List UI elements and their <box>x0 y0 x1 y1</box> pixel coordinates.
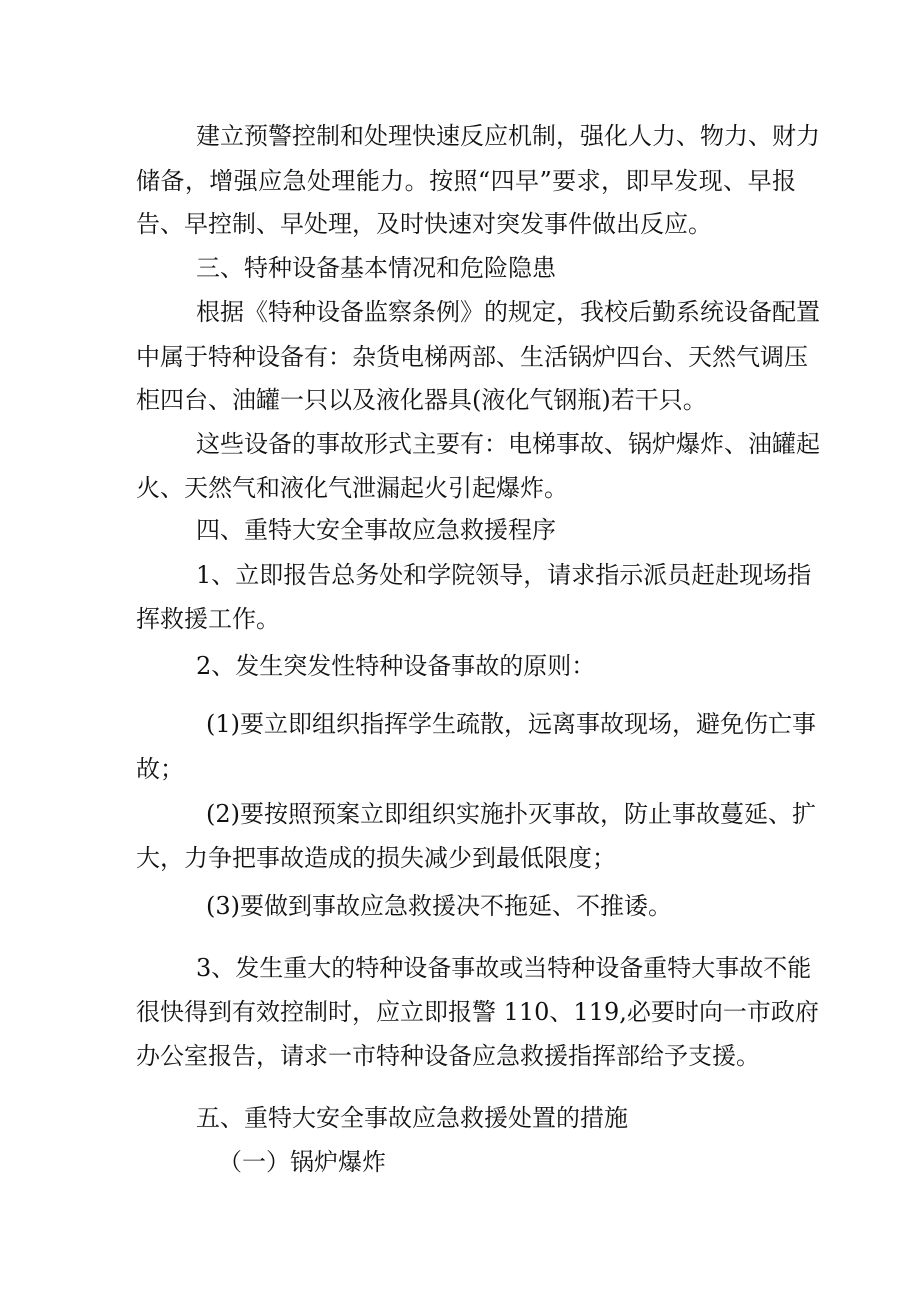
list-item-line: 办公室报告，请求一市特种设备应急救援指挥部给予支援。 <box>136 1042 760 1070</box>
paragraph-line: 储备，增强应急处理能力。按照“四早”要求，即早发现、早报 <box>136 167 796 195</box>
list-item-line: 挥救援工作。 <box>136 605 280 633</box>
section-heading: 三、特种设备基本情况和危险隐患 <box>196 254 556 282</box>
sub-item-line: (1)要立即组织指挥学生疏散，远离事故现场，避免伤亡事 <box>206 710 816 738</box>
paragraph-line: 中属于特种设备有：杂货电梯两部、生活锅炉四台、天然气调压 <box>136 343 808 371</box>
section-heading: 四、重特大安全事故应急救援程序 <box>196 516 556 544</box>
list-item-line: 2、发生突发性特种设备事故的原则： <box>196 652 596 680</box>
paragraph-line: 建立预警控制和处理快速反应机制，强化人力、物力、财力 <box>196 122 820 150</box>
paragraph-line: 火、天然气和液化气泄漏起火引起爆炸。 <box>136 474 568 502</box>
section-heading: 五、重特大安全事故应急救援处置的措施 <box>196 1104 628 1132</box>
sub-item-line: 大，力争把事故造成的损失减少到最低限度； <box>136 844 616 872</box>
paragraph-line: 柜四台、油罐一只以及液化器具(液化气钢瓶)若干只。 <box>136 386 707 414</box>
paragraph-line: 根据《特种设备监察条例》的规定，我校后勤系统设备配置 <box>196 298 820 326</box>
list-item-line: 3、发生重大的特种设备事故或当特种设备重特大事故不能 <box>196 954 812 982</box>
subsection-heading: （一）锅炉爆炸 <box>218 1148 386 1176</box>
list-item-line: 很快得到有效控制时，应立即报警 110、119,必要时向一市政府 <box>136 998 819 1026</box>
sub-item-line: (2)要按照预案立即组织实施扑灭事故，防止事故蔓延、扩 <box>206 800 816 828</box>
sub-item-line: (3)要做到事故应急救援决不拖延、不推诿。 <box>206 892 672 920</box>
paragraph-line: 这些设备的事故形式主要有：电梯事故、锅炉爆炸、油罐起 <box>196 430 820 458</box>
list-item-line: 1、立即报告总务处和学院领导，请求指示派员赶赴现场指 <box>196 561 812 589</box>
sub-item-line: 故； <box>136 755 184 783</box>
paragraph-line: 告、早控制、早处理，及时快速对突发事件做出反应。 <box>136 210 712 238</box>
